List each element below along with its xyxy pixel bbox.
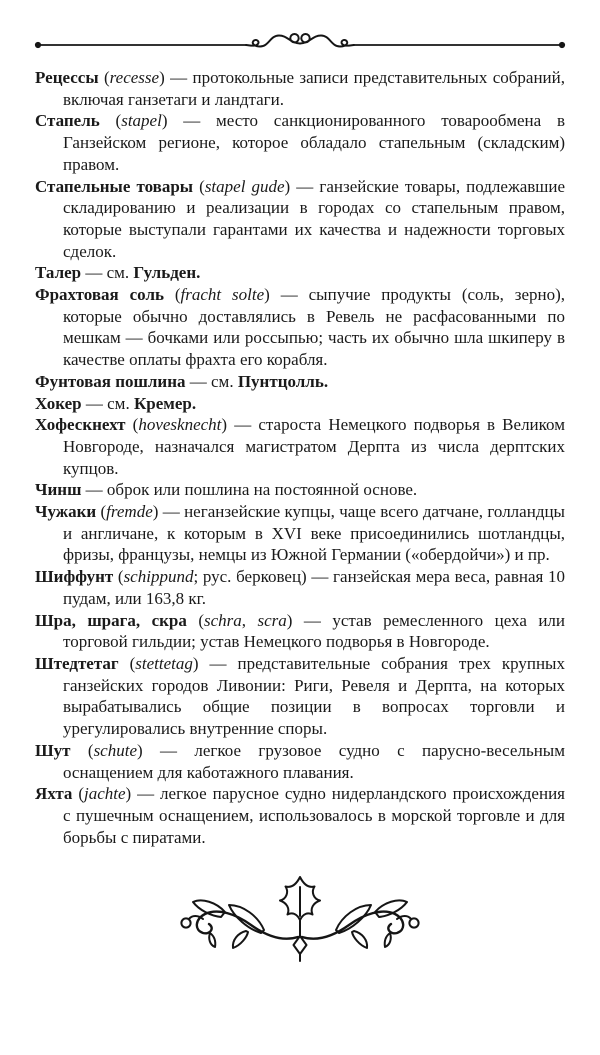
foreign-term-text: hovesknecht: [138, 415, 222, 435]
definition-text: ,: [241, 610, 258, 630]
definition-text: (: [186, 610, 204, 630]
definition-text: (: [72, 784, 84, 804]
definition-text: (: [99, 111, 122, 131]
glossary-entry: [35, 67, 565, 110]
glossary-entry: [35, 284, 565, 371]
term-text: Талер: [35, 263, 82, 283]
foreign-term-text: jachte: [84, 784, 126, 804]
definition-text: ) — сыпучие продукты (соль, зерно), которые обычно доставлялись в Ревель не расфасованными по мешкам — бочками или россыпью; часть их обычно шла шкиперу в качестве оплаты фрахта его корабля.: [63, 285, 565, 370]
book-page: [0, 30, 600, 1055]
glossary-entry: [35, 393, 565, 415]
foreign-term-text: recesse: [109, 68, 160, 87]
footer-ornament: [150, 874, 450, 974]
glossary-entry: [35, 783, 565, 848]
foreign-term-text: fracht solte: [180, 285, 265, 305]
term-text: Фунтовая пошлина: [35, 371, 186, 391]
definition-text: (: [125, 415, 139, 435]
floral-vignette-icon: [150, 874, 450, 974]
definition-text: ) — неганзейские купцы, чаще всего датчане, голландцы и англичане, к которым в XVI веке присоединились шотландцы, фризы, французы, немцы из Южной Германии («обердойчи») и пр.: [63, 502, 565, 565]
divider-flourish-icon: [0, 30, 600, 60]
term-text: Стапель: [35, 111, 100, 131]
definition-text: (: [96, 502, 107, 522]
term-text: Гульден.: [133, 263, 201, 283]
glossary-entry: [35, 479, 565, 501]
definition-text: ) — легкое грузовое судно с парусно-весельным оснащением для каботажного плавания.: [63, 740, 565, 782]
definition-text: ) — староста Немецкого подворья в Великом Новгороде, назначался магистратом Дерпта из числа дерптских купцов.: [63, 415, 565, 478]
definition-text: (: [193, 176, 205, 196]
term-text: Штедтетаг: [35, 653, 119, 673]
term-text: Хокер: [35, 393, 82, 413]
definition-text: ) — представительные собрания трех крупных ганзейских городов Ливонии: Риги, Ревеля и Дерпта, на которых вырабатывались общие позиции в вопросах торговли и урегулировались внутренние споры.: [63, 653, 565, 739]
definition-text: — см.: [81, 263, 134, 283]
term-text: Шиффунт: [35, 567, 114, 587]
definition-text: ; рус. берковец) — ганзейская мера веса, равная 10 пудам, или 163,8 кг.: [63, 567, 565, 608]
glossary-entry: [35, 110, 565, 175]
glossary-entry: [35, 610, 565, 653]
definition-text: (: [98, 68, 110, 87]
header-ornament: [0, 30, 600, 60]
definition-text: (: [118, 653, 136, 673]
definition-text: — см.: [81, 393, 134, 413]
glossary-entry: [35, 566, 565, 609]
definition-text: ) — место санкционированного товарообмена в Ганзейском регионе, которое обладало стапельным (складским) правом.: [63, 111, 565, 174]
foreign-term-text: fremde: [106, 502, 153, 522]
term-text: Чинш: [35, 480, 82, 500]
glossary-list: [35, 67, 565, 848]
term-text: Пунтцолль.: [237, 371, 329, 391]
definition-text: ) — ганзейские товары, подлежавшие складированию и реализации в городах со стапельным правом, которые выступали гарантами их качества и надежности торговых сделок.: [63, 176, 565, 261]
term-text: Хофескнехт: [35, 415, 126, 435]
term-text: Фрахтовая соль: [35, 285, 164, 305]
foreign-term-text: stettetag: [135, 653, 193, 673]
term-text: Яхта: [35, 784, 73, 804]
definition-text: (: [70, 740, 94, 760]
term-text: Стапельные товары: [35, 176, 194, 196]
term-text: Шут: [35, 740, 71, 760]
definition-text: ) — устав ремесленного цеха или торговой гильдии; устав Немецкого подворья в Новгороде.: [63, 610, 565, 652]
glossary-entry: [35, 740, 565, 783]
foreign-term-text: schippund: [123, 567, 194, 587]
definition-text: ) — легкое парусное судно нидерландского происхождения с пушечным оснащением, использовалось в морской торговле и для борьбы с пиратами.: [63, 784, 565, 847]
term-text: Кремер.: [133, 393, 197, 413]
foreign-term-text: stapel: [121, 111, 162, 131]
term-text: Шра, шрага, скра: [35, 610, 187, 630]
glossary-entry: [35, 176, 565, 263]
glossary-entry: [35, 653, 565, 740]
glossary-entry: [35, 371, 565, 393]
glossary-entry: [35, 501, 565, 566]
definition-text: — оброк или пошлина на постоянной основе.: [81, 480, 418, 500]
foreign-term-text: schute: [93, 740, 137, 760]
glossary-entry: [35, 414, 565, 479]
definition-text: ) — протокольные записи представительных собраний, включая ганзетаги и ландтаги.: [63, 68, 565, 109]
term-text: Чужаки: [35, 502, 97, 522]
definition-text: (: [113, 567, 124, 587]
foreign-term-text: stapel gude: [204, 176, 285, 196]
term-text: Рецессы: [35, 68, 99, 87]
foreign-term-text: scra: [257, 610, 287, 630]
foreign-term-text: schra: [204, 610, 242, 630]
glossary-entry: [35, 262, 565, 284]
definition-text: (: [163, 285, 181, 305]
definition-text: — см.: [185, 371, 238, 391]
